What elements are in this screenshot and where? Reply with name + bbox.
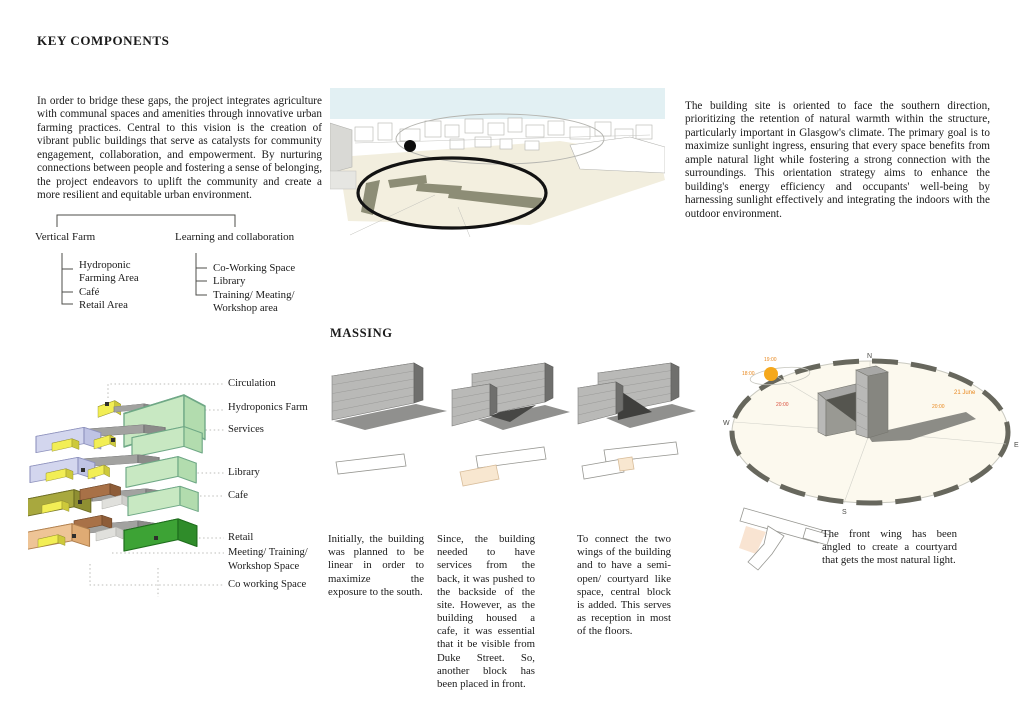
left-building-mass: [330, 123, 352, 173]
axon-label-services: Services: [228, 424, 264, 435]
massing-step4-text: The front wing has been angled to create a courtyard that gets the most natural light.: [822, 528, 957, 567]
key-components-title: KEY COMPONENTS: [37, 33, 170, 48]
tree-item-cafe: Café: [79, 286, 100, 298]
axon-label-circulation: Circulation: [228, 378, 276, 389]
tree-item-training: Training/ Meating/: [213, 289, 295, 301]
site-marker-dot: [404, 140, 416, 152]
plan-back-bar: [476, 447, 546, 468]
plan-linear-bar: [336, 454, 406, 474]
tree-item-farming-area: Farming Area: [79, 272, 139, 284]
sun-time-left: 18:00: [742, 371, 755, 377]
plan-back-bar: [604, 442, 678, 462]
plan-front-block: [460, 465, 499, 486]
axon-label-library: Library: [228, 467, 260, 478]
tree-root-learning: Learning and collaboration: [175, 231, 295, 243]
massing-step3-text: To connect the two wings of the building and to have a semi-open/ courtyard like space, central block is added. This serves as reception in most of the floors.: [577, 533, 671, 638]
axon-label-workshop-space: Workshop Space: [228, 561, 300, 572]
sun-date-label: 21 June: [954, 390, 976, 396]
tree-item-library: Library: [213, 275, 246, 287]
compass-n: N: [867, 353, 873, 360]
axon-label-cafe: Cafe: [228, 490, 248, 501]
sun-time-above: 19:00: [764, 357, 777, 363]
massing-step1-text: Initially, the building was planned to be linear in order to maximize the exposure to the south.: [328, 533, 424, 598]
compass-s: S: [842, 509, 847, 516]
orientation-paragraph: The building site is oriented to face the southern direction, prioritizing the retention of natural warmth within the structure, particularly important in Glasgow's climate. The primary goal is to maximize sunlight ingress, ensuring that every space benefits from ample natural light while fostering a strong connection with the surroundings. This orientation strategy aims to enhance the building's energy efficiency and occupants' well-being by harnessing sunlight effectively and integrating the indoors with the outdoor environment.: [685, 100, 990, 220]
massing-title: MASSING: [330, 326, 393, 340]
compass-e: E: [1014, 442, 1019, 449]
axon-label-meeting-training: Meeting/ Training/: [228, 547, 308, 558]
compass-w: W: [723, 420, 730, 427]
tree-item-coworking: Co-Working Space: [213, 262, 296, 274]
plan-front-bar: [582, 459, 624, 479]
plan-central-block: [618, 457, 634, 471]
massing-step2-text: Since, the building needed to have services from the back, it was pushed to the backside of the site. However, as the building housed a cafe, it was essential that it be visible from Duke Street. So, another block has been placed in front.: [437, 533, 535, 690]
site-context-sketch: [330, 85, 665, 240]
component-tree: [35, 205, 325, 320]
tree-root-vertical-farm: Vertical Farm: [35, 231, 96, 243]
sun-icon: [764, 367, 778, 381]
massing-step2-diagram: [448, 360, 573, 505]
tree-item-retail-area: Retail Area: [79, 299, 128, 311]
axon-label-hydroponics-farm: Hydroponics Farm: [228, 402, 308, 413]
sun-time-below: 20:00: [776, 402, 789, 408]
massing-step3-diagram: [572, 360, 697, 505]
massing-step1-diagram: [330, 360, 450, 505]
axon-label-retail: Retail: [228, 532, 254, 543]
intro-paragraph: In order to bridge these gaps, the project integrates agriculture with communal spaces and amenities through innovative urban farming practices. Central to this vision is the creation of vibrant public buildings that serve as catalysts for community engagement, collaboration, and empowerment. By nurturing connections between people and fostering a sense of belonging, the project endeavors to uplift the community and create a more resilient and equitable urban environment.: [37, 95, 322, 202]
tree-item-workshop: Workshop area: [213, 302, 278, 314]
exploded-axon-diagram: [28, 372, 358, 600]
axon-label-coworking-space: Co working Space: [228, 579, 307, 590]
sun-time-right: 20:00: [932, 404, 945, 410]
tree-item-hydroponic: Hydroponic: [79, 259, 131, 271]
